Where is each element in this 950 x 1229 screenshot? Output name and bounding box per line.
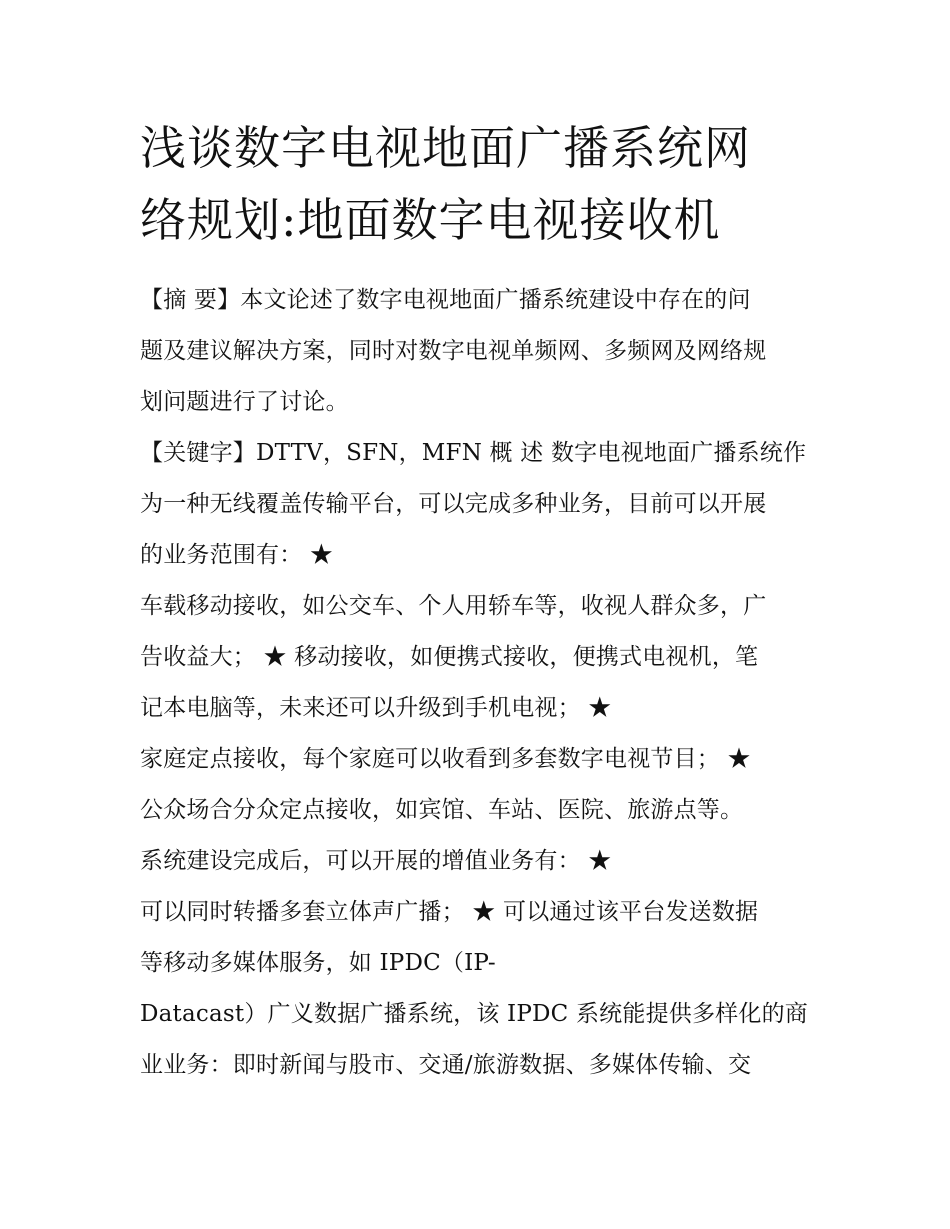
abstract-line: 题及建议解决方案，同时对数字电视单频网、多频网及网络规 <box>140 338 767 364</box>
paragraph-line: 家庭定点接收，每个家庭可以收看到多套数字电视节目； ★ <box>140 746 751 772</box>
paragraph-line: 的业务范围有： ★ <box>140 542 334 568</box>
abstract-line: 划问题进行了讨论。 <box>140 389 349 415</box>
title-line: 浅谈数字电视地面广播系统网 <box>140 121 751 175</box>
paragraph-line: 告收益大； ★ 移动接收，如便携式接收，便携式电视机，笔 <box>140 644 759 670</box>
paragraph-line: 为一种无线覆盖传输平台，可以完成多种业务，目前可以开展 <box>140 491 767 517</box>
paragraph-line: 系统建设完成后，可以开展的增值业务有： ★ <box>140 848 612 874</box>
abstract-line: 【摘 要】本文论述了数字电视地面广播系统建设中存在的问 <box>140 287 751 313</box>
paragraph-line: 车载移动接收，如公交车、个人用轿车等，收视人群众多，广 <box>140 593 767 619</box>
paragraph-line: 业业务：即时新闻与股市、交通/旅游数据、多媒体传输、交 <box>140 1052 752 1078</box>
paragraph-line: 记本电脑等，未来还可以升级到手机电视； ★ <box>140 695 612 721</box>
keywords-line: 【关键字】DTTV，SFN，MFN 概 述 数字电视地面广播系统作 <box>140 440 807 466</box>
title-line: 络规划:地面数字电视接收机 <box>140 193 721 247</box>
document-body <box>140 278 830 1094</box>
paragraph-line: 公众场合分众定点接收，如宾馆、车站、医院、旅游点等。 <box>140 797 744 823</box>
paragraph-line: 可以同时转播多套立体声广播； ★ 可以通过该平台发送数据 <box>140 899 759 925</box>
paragraph-line: 等移动多媒体服务，如 IPDC（IP- <box>140 950 496 976</box>
paragraph-line: Datacast）广义数据广播系统，该 IPDC 系统能提供多样化的商 <box>140 1001 808 1027</box>
document-title <box>140 112 840 256</box>
